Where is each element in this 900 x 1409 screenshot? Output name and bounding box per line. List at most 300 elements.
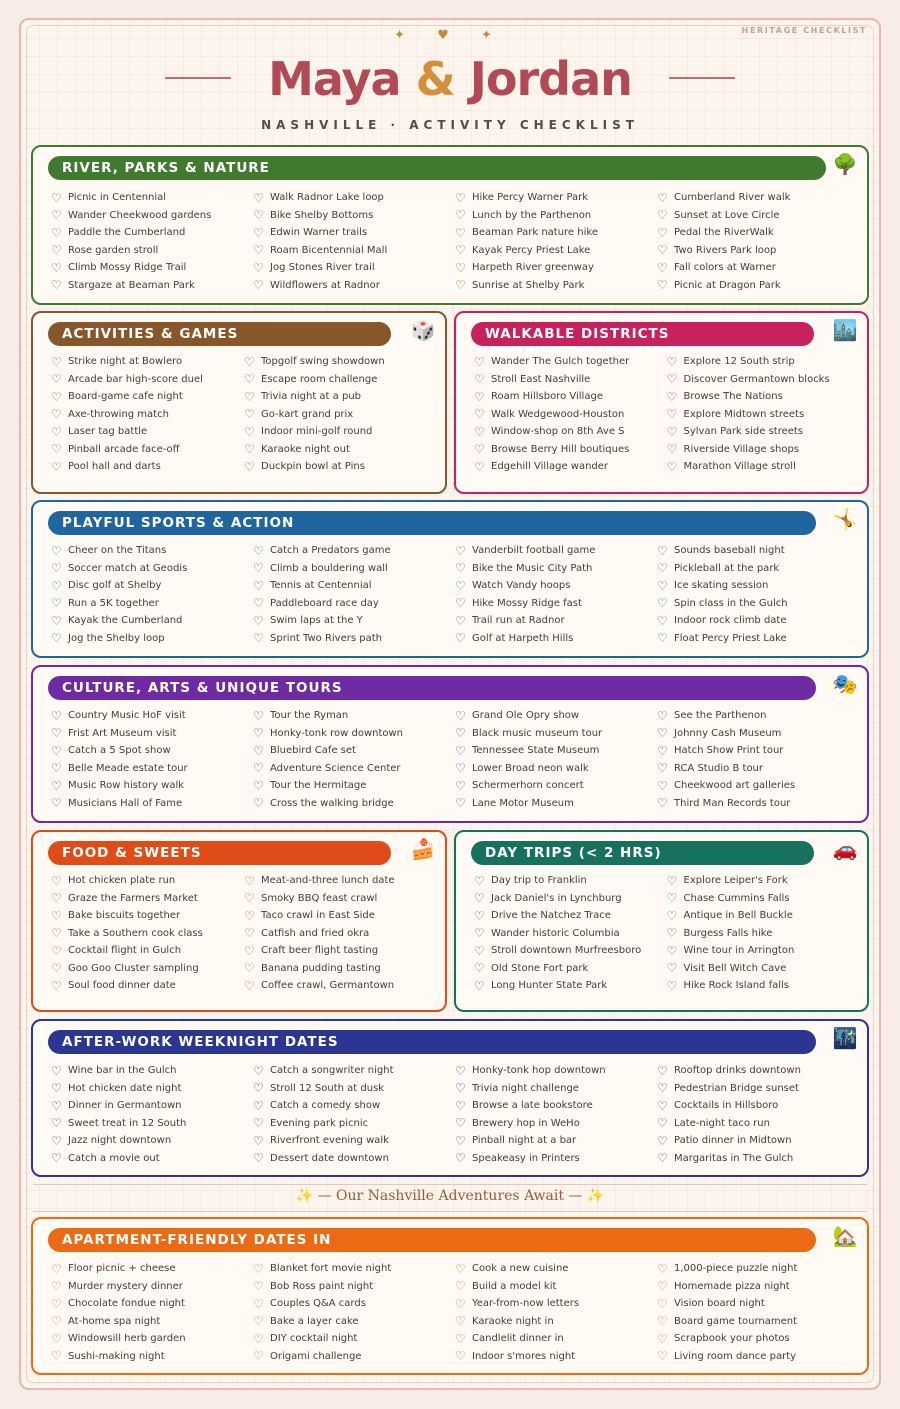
heart-checkbox-icon[interactable]: ♡ — [51, 873, 62, 888]
heart-checkbox-icon[interactable]: ♡ — [474, 961, 485, 976]
checklist-item[interactable] — [253, 1097, 455, 1115]
heart-checkbox-icon[interactable]: ♡ — [666, 961, 678, 976]
heart-checkbox-icon[interactable]: ♡ — [51, 1261, 62, 1276]
heart-checkbox-icon[interactable]: ♡ — [51, 761, 62, 776]
checklist-item[interactable] — [253, 777, 455, 795]
checklist-item[interactable] — [657, 1115, 859, 1133]
heart-checkbox-icon[interactable]: ♡ — [474, 943, 485, 958]
checklist-item[interactable] — [51, 595, 253, 613]
checklist-item[interactable] — [244, 907, 437, 925]
checklist-item[interactable] — [253, 1150, 455, 1168]
heart-checkbox-icon[interactable]: ♡ — [253, 543, 264, 558]
heart-checkbox-icon[interactable]: ♡ — [455, 190, 466, 205]
checklist-item[interactable] — [244, 388, 437, 406]
heart-checkbox-icon[interactable]: ♡ — [253, 278, 264, 293]
checklist-item[interactable] — [667, 423, 860, 441]
checklist-item[interactable] — [657, 1080, 859, 1098]
checklist-item[interactable] — [657, 742, 859, 760]
heart-checkbox-icon[interactable]: ♡ — [657, 243, 668, 258]
checklist-item[interactable] — [51, 795, 253, 813]
checklist-item[interactable] — [51, 1150, 253, 1168]
heart-checkbox-icon[interactable]: ♡ — [474, 908, 485, 923]
checklist-item[interactable] — [657, 577, 859, 595]
heart-checkbox-icon[interactable]: ♡ — [474, 407, 485, 422]
checklist-item[interactable] — [455, 1313, 657, 1331]
checklist-item[interactable] — [667, 890, 860, 908]
checklist-item[interactable] — [667, 388, 860, 406]
heart-checkbox-icon[interactable]: ♡ — [666, 372, 678, 387]
heart-checkbox-icon[interactable]: ♡ — [51, 891, 62, 906]
heart-checkbox-icon[interactable]: ♡ — [474, 873, 485, 888]
heart-checkbox-icon[interactable]: ♡ — [51, 225, 62, 240]
heart-checkbox-icon[interactable]: ♡ — [51, 578, 62, 593]
checklist-item[interactable] — [244, 441, 437, 459]
checklist-item[interactable] — [51, 960, 244, 978]
heart-checkbox-icon[interactable]: ♡ — [455, 778, 466, 793]
heart-checkbox-icon[interactable]: ♡ — [657, 1261, 668, 1276]
checklist-item[interactable] — [455, 189, 657, 207]
checklist-item[interactable] — [455, 707, 657, 725]
checklist-item[interactable] — [657, 630, 859, 648]
checklist-item[interactable] — [253, 189, 455, 207]
heart-checkbox-icon[interactable]: ♡ — [455, 1133, 466, 1148]
heart-checkbox-icon[interactable]: ♡ — [51, 596, 62, 611]
heart-checkbox-icon[interactable]: ♡ — [666, 926, 678, 941]
heart-checkbox-icon[interactable]: ♡ — [455, 596, 466, 611]
heart-checkbox-icon[interactable]: ♡ — [657, 1116, 668, 1131]
heart-checkbox-icon[interactable]: ♡ — [253, 726, 264, 741]
heart-checkbox-icon[interactable]: ♡ — [666, 873, 678, 888]
checklist-item[interactable] — [474, 907, 667, 925]
heart-checkbox-icon[interactable]: ♡ — [474, 891, 485, 906]
checklist-item[interactable] — [51, 872, 244, 890]
checklist-item[interactable] — [51, 542, 253, 560]
heart-checkbox-icon[interactable]: ♡ — [455, 1151, 466, 1166]
heart-checkbox-icon[interactable]: ♡ — [657, 1349, 668, 1364]
checklist-item[interactable] — [667, 907, 860, 925]
heart-checkbox-icon[interactable]: ♡ — [51, 1116, 62, 1131]
checklist-item[interactable] — [657, 542, 859, 560]
heart-checkbox-icon[interactable]: ♡ — [455, 1081, 466, 1096]
checklist-item[interactable] — [455, 242, 657, 260]
checklist-item[interactable] — [51, 742, 253, 760]
heart-checkbox-icon[interactable]: ♡ — [666, 354, 678, 369]
checklist-item[interactable] — [253, 224, 455, 242]
heart-checkbox-icon[interactable]: ♡ — [253, 1081, 264, 1096]
heart-checkbox-icon[interactable]: ♡ — [657, 1314, 668, 1329]
heart-checkbox-icon[interactable]: ♡ — [455, 561, 466, 576]
checklist-item[interactable] — [657, 1348, 859, 1366]
heart-checkbox-icon[interactable]: ♡ — [657, 208, 668, 223]
checklist-item[interactable] — [455, 1132, 657, 1150]
checklist-item[interactable] — [253, 1348, 455, 1366]
checklist-item[interactable] — [51, 1132, 253, 1150]
heart-checkbox-icon[interactable]: ♡ — [666, 424, 678, 439]
heart-checkbox-icon[interactable]: ♡ — [455, 578, 466, 593]
checklist-item[interactable] — [244, 942, 437, 960]
checklist-item[interactable] — [474, 388, 667, 406]
checklist-item[interactable] — [667, 441, 860, 459]
heart-checkbox-icon[interactable]: ♡ — [455, 761, 466, 776]
heart-checkbox-icon[interactable]: ♡ — [51, 442, 62, 457]
heart-checkbox-icon[interactable]: ♡ — [474, 459, 485, 474]
heart-checkbox-icon[interactable]: ♡ — [51, 631, 62, 646]
heart-checkbox-icon[interactable]: ♡ — [455, 208, 466, 223]
heart-checkbox-icon[interactable]: ♡ — [253, 778, 264, 793]
checklist-item[interactable] — [455, 777, 657, 795]
heart-checkbox-icon[interactable]: ♡ — [51, 1151, 62, 1166]
heart-checkbox-icon[interactable]: ♡ — [657, 1279, 668, 1294]
heart-checkbox-icon[interactable]: ♡ — [657, 708, 668, 723]
heart-checkbox-icon[interactable]: ♡ — [657, 225, 668, 240]
checklist-item[interactable] — [51, 242, 253, 260]
heart-checkbox-icon[interactable]: ♡ — [253, 1261, 264, 1276]
checklist-item[interactable] — [51, 1080, 253, 1098]
heart-checkbox-icon[interactable]: ♡ — [51, 978, 62, 993]
checklist-item[interactable] — [455, 207, 657, 225]
checklist-item[interactable] — [657, 707, 859, 725]
heart-checkbox-icon[interactable]: ♡ — [51, 943, 62, 958]
heart-checkbox-icon[interactable]: ♡ — [244, 926, 255, 941]
checklist-item[interactable] — [253, 1132, 455, 1150]
heart-checkbox-icon[interactable]: ♡ — [51, 961, 62, 976]
checklist-item[interactable] — [657, 242, 859, 260]
checklist-item[interactable] — [51, 1260, 253, 1278]
checklist-item[interactable] — [51, 707, 253, 725]
checklist-item[interactable] — [253, 1313, 455, 1331]
heart-checkbox-icon[interactable]: ♡ — [51, 1296, 62, 1311]
checklist-item[interactable] — [474, 942, 667, 960]
checklist-item[interactable] — [244, 960, 437, 978]
checklist-item[interactable] — [51, 353, 244, 371]
checklist-item[interactable] — [253, 207, 455, 225]
heart-checkbox-icon[interactable]: ♡ — [657, 1296, 668, 1311]
checklist-item[interactable] — [51, 1115, 253, 1133]
checklist-item[interactable] — [455, 1150, 657, 1168]
heart-checkbox-icon[interactable]: ♡ — [51, 354, 62, 369]
checklist-item[interactable] — [51, 441, 244, 459]
checklist-item[interactable] — [657, 1295, 859, 1313]
checklist-item[interactable] — [455, 742, 657, 760]
heart-checkbox-icon[interactable]: ♡ — [666, 389, 678, 404]
checklist-item[interactable] — [51, 977, 244, 995]
heart-checkbox-icon[interactable]: ♡ — [253, 1151, 264, 1166]
checklist-item[interactable] — [51, 612, 253, 630]
heart-checkbox-icon[interactable]: ♡ — [51, 613, 62, 628]
heart-checkbox-icon[interactable]: ♡ — [657, 1098, 668, 1113]
heart-checkbox-icon[interactable]: ♡ — [657, 1133, 668, 1148]
checklist-item[interactable] — [657, 259, 859, 277]
checklist-item[interactable] — [474, 977, 667, 995]
heart-checkbox-icon[interactable]: ♡ — [455, 613, 466, 628]
checklist-item[interactable] — [253, 1115, 455, 1133]
heart-checkbox-icon[interactable]: ♡ — [455, 1279, 466, 1294]
heart-checkbox-icon[interactable]: ♡ — [51, 260, 62, 275]
checklist-item[interactable] — [51, 942, 244, 960]
heart-checkbox-icon[interactable]: ♡ — [657, 561, 668, 576]
checklist-item[interactable] — [51, 458, 244, 476]
checklist-item[interactable] — [455, 1348, 657, 1366]
checklist-item[interactable] — [657, 1313, 859, 1331]
heart-checkbox-icon[interactable]: ♡ — [51, 1081, 62, 1096]
heart-checkbox-icon[interactable]: ♡ — [51, 190, 62, 205]
heart-checkbox-icon[interactable]: ♡ — [253, 613, 264, 628]
checklist-item[interactable] — [253, 795, 455, 813]
checklist-item[interactable] — [253, 742, 455, 760]
heart-checkbox-icon[interactable]: ♡ — [244, 424, 255, 439]
heart-checkbox-icon[interactable]: ♡ — [51, 561, 62, 576]
checklist-item[interactable] — [455, 725, 657, 743]
heart-checkbox-icon[interactable]: ♡ — [657, 578, 668, 593]
checklist-item[interactable] — [244, 872, 437, 890]
checklist-item[interactable] — [51, 388, 244, 406]
checklist-item[interactable] — [51, 907, 244, 925]
heart-checkbox-icon[interactable]: ♡ — [657, 1063, 668, 1078]
heart-checkbox-icon[interactable]: ♡ — [51, 1063, 62, 1078]
checklist-item[interactable] — [657, 1150, 859, 1168]
checklist-item[interactable] — [51, 1062, 253, 1080]
heart-checkbox-icon[interactable]: ♡ — [51, 389, 62, 404]
checklist-item[interactable] — [657, 725, 859, 743]
checklist-item[interactable] — [51, 371, 244, 389]
checklist-item[interactable] — [253, 630, 455, 648]
heart-checkbox-icon[interactable]: ♡ — [474, 442, 485, 457]
checklist-item[interactable] — [455, 577, 657, 595]
heart-checkbox-icon[interactable]: ♡ — [455, 543, 466, 558]
heart-checkbox-icon[interactable]: ♡ — [253, 578, 264, 593]
heart-checkbox-icon[interactable]: ♡ — [253, 561, 264, 576]
checklist-item[interactable] — [253, 725, 455, 743]
checklist-item[interactable] — [244, 353, 437, 371]
checklist-item[interactable] — [657, 777, 859, 795]
heart-checkbox-icon[interactable]: ♡ — [455, 708, 466, 723]
heart-checkbox-icon[interactable]: ♡ — [657, 260, 668, 275]
heart-checkbox-icon[interactable]: ♡ — [455, 796, 466, 811]
heart-checkbox-icon[interactable]: ♡ — [51, 1133, 62, 1148]
checklist-item[interactable] — [657, 224, 859, 242]
checklist-item[interactable] — [51, 1330, 253, 1348]
heart-checkbox-icon[interactable]: ♡ — [455, 631, 466, 646]
heart-checkbox-icon[interactable]: ♡ — [657, 543, 668, 558]
heart-checkbox-icon[interactable]: ♡ — [253, 761, 264, 776]
checklist-item[interactable] — [667, 406, 860, 424]
heart-checkbox-icon[interactable]: ♡ — [244, 873, 255, 888]
checklist-item[interactable] — [455, 1062, 657, 1080]
checklist-item[interactable] — [253, 560, 455, 578]
checklist-item[interactable] — [51, 777, 253, 795]
checklist-item[interactable] — [455, 760, 657, 778]
checklist-item[interactable] — [51, 1313, 253, 1331]
heart-checkbox-icon[interactable]: ♡ — [455, 1349, 466, 1364]
checklist-item[interactable] — [51, 577, 253, 595]
checklist-item[interactable] — [244, 371, 437, 389]
heart-checkbox-icon[interactable]: ♡ — [51, 778, 62, 793]
heart-checkbox-icon[interactable]: ♡ — [455, 1261, 466, 1276]
heart-checkbox-icon[interactable]: ♡ — [51, 243, 62, 258]
heart-checkbox-icon[interactable]: ♡ — [51, 1279, 62, 1294]
checklist-item[interactable] — [455, 795, 657, 813]
heart-checkbox-icon[interactable]: ♡ — [253, 1314, 264, 1329]
heart-checkbox-icon[interactable]: ♡ — [253, 743, 264, 758]
heart-checkbox-icon[interactable]: ♡ — [244, 891, 255, 906]
heart-checkbox-icon[interactable]: ♡ — [657, 1081, 668, 1096]
checklist-item[interactable] — [474, 458, 667, 476]
heart-checkbox-icon[interactable]: ♡ — [455, 225, 466, 240]
heart-checkbox-icon[interactable]: ♡ — [666, 978, 678, 993]
checklist-item[interactable] — [455, 595, 657, 613]
checklist-item[interactable] — [455, 1115, 657, 1133]
heart-checkbox-icon[interactable]: ♡ — [253, 631, 264, 646]
checklist-item[interactable] — [253, 1080, 455, 1098]
heart-checkbox-icon[interactable]: ♡ — [253, 1279, 264, 1294]
heart-checkbox-icon[interactable]: ♡ — [455, 1314, 466, 1329]
heart-checkbox-icon[interactable]: ♡ — [657, 613, 668, 628]
checklist-item[interactable] — [253, 577, 455, 595]
checklist-item[interactable] — [51, 630, 253, 648]
heart-checkbox-icon[interactable]: ♡ — [657, 1151, 668, 1166]
checklist-item[interactable] — [244, 423, 437, 441]
heart-checkbox-icon[interactable]: ♡ — [657, 743, 668, 758]
checklist-item[interactable] — [657, 560, 859, 578]
checklist-item[interactable] — [51, 1348, 253, 1366]
checklist-item[interactable] — [455, 630, 657, 648]
heart-checkbox-icon[interactable]: ♡ — [455, 243, 466, 258]
checklist-item[interactable] — [667, 942, 860, 960]
checklist-item[interactable] — [455, 259, 657, 277]
heart-checkbox-icon[interactable]: ♡ — [253, 208, 264, 223]
heart-checkbox-icon[interactable]: ♡ — [51, 278, 62, 293]
heart-checkbox-icon[interactable]: ♡ — [657, 726, 668, 741]
heart-checkbox-icon[interactable]: ♡ — [657, 1331, 668, 1346]
heart-checkbox-icon[interactable]: ♡ — [657, 278, 668, 293]
heart-checkbox-icon[interactable]: ♡ — [51, 908, 62, 923]
checklist-item[interactable] — [244, 890, 437, 908]
checklist-item[interactable] — [51, 725, 253, 743]
heart-checkbox-icon[interactable]: ♡ — [253, 243, 264, 258]
heart-checkbox-icon[interactable]: ♡ — [51, 1349, 62, 1364]
checklist-item[interactable] — [455, 277, 657, 295]
checklist-item[interactable] — [51, 890, 244, 908]
heart-checkbox-icon[interactable]: ♡ — [51, 796, 62, 811]
checklist-item[interactable] — [253, 1062, 455, 1080]
checklist-item[interactable] — [474, 441, 667, 459]
heart-checkbox-icon[interactable]: ♡ — [474, 354, 485, 369]
checklist-item[interactable] — [244, 925, 437, 943]
checklist-item[interactable] — [474, 371, 667, 389]
heart-checkbox-icon[interactable]: ♡ — [657, 190, 668, 205]
checklist-item[interactable] — [253, 760, 455, 778]
checklist-item[interactable] — [253, 277, 455, 295]
heart-checkbox-icon[interactable]: ♡ — [666, 943, 678, 958]
heart-checkbox-icon[interactable]: ♡ — [666, 908, 678, 923]
heart-checkbox-icon[interactable]: ♡ — [51, 708, 62, 723]
checklist-item[interactable] — [455, 560, 657, 578]
heart-checkbox-icon[interactable]: ♡ — [51, 926, 62, 941]
checklist-item[interactable] — [474, 423, 667, 441]
checklist-item[interactable] — [244, 977, 437, 995]
heart-checkbox-icon[interactable]: ♡ — [666, 459, 678, 474]
heart-checkbox-icon[interactable]: ♡ — [455, 726, 466, 741]
heart-checkbox-icon[interactable]: ♡ — [253, 260, 264, 275]
checklist-item[interactable] — [667, 977, 860, 995]
checklist-item[interactable] — [667, 960, 860, 978]
heart-checkbox-icon[interactable]: ♡ — [51, 543, 62, 558]
checklist-item[interactable] — [474, 960, 667, 978]
checklist-item[interactable] — [253, 595, 455, 613]
checklist-item[interactable] — [657, 795, 859, 813]
heart-checkbox-icon[interactable]: ♡ — [657, 761, 668, 776]
checklist-item[interactable] — [253, 707, 455, 725]
checklist-item[interactable] — [51, 259, 253, 277]
checklist-item[interactable] — [455, 224, 657, 242]
heart-checkbox-icon[interactable]: ♡ — [455, 1296, 466, 1311]
heart-checkbox-icon[interactable]: ♡ — [253, 1349, 264, 1364]
checklist-item[interactable] — [253, 1295, 455, 1313]
checklist-item[interactable] — [51, 189, 253, 207]
heart-checkbox-icon[interactable]: ♡ — [51, 726, 62, 741]
heart-checkbox-icon[interactable]: ♡ — [474, 978, 485, 993]
checklist-item[interactable] — [253, 1330, 455, 1348]
checklist-item[interactable] — [657, 1278, 859, 1296]
heart-checkbox-icon[interactable]: ♡ — [244, 978, 255, 993]
heart-checkbox-icon[interactable]: ♡ — [474, 424, 485, 439]
checklist-item[interactable] — [51, 207, 253, 225]
checklist-item[interactable] — [455, 542, 657, 560]
checklist-item[interactable] — [657, 207, 859, 225]
heart-checkbox-icon[interactable]: ♡ — [455, 1063, 466, 1078]
checklist-item[interactable] — [667, 353, 860, 371]
checklist-item[interactable] — [667, 925, 860, 943]
heart-checkbox-icon[interactable]: ♡ — [253, 796, 264, 811]
checklist-item[interactable] — [657, 1097, 859, 1115]
checklist-item[interactable] — [657, 189, 859, 207]
checklist-item[interactable] — [51, 406, 244, 424]
checklist-item[interactable] — [657, 595, 859, 613]
heart-checkbox-icon[interactable]: ♡ — [253, 708, 264, 723]
checklist-item[interactable] — [657, 760, 859, 778]
checklist-item[interactable] — [667, 458, 860, 476]
checklist-item[interactable] — [455, 1080, 657, 1098]
heart-checkbox-icon[interactable]: ♡ — [253, 1296, 264, 1311]
heart-checkbox-icon[interactable]: ♡ — [253, 190, 264, 205]
checklist-item[interactable] — [51, 1278, 253, 1296]
heart-checkbox-icon[interactable]: ♡ — [455, 1116, 466, 1131]
checklist-item[interactable] — [455, 1295, 657, 1313]
heart-checkbox-icon[interactable]: ♡ — [666, 407, 678, 422]
heart-checkbox-icon[interactable]: ♡ — [474, 389, 485, 404]
checklist-item[interactable] — [253, 1260, 455, 1278]
checklist-item[interactable] — [657, 1132, 859, 1150]
heart-checkbox-icon[interactable]: ♡ — [51, 208, 62, 223]
heart-checkbox-icon[interactable]: ♡ — [455, 278, 466, 293]
heart-checkbox-icon[interactable]: ♡ — [51, 424, 62, 439]
checklist-item[interactable] — [455, 1278, 657, 1296]
checklist-item[interactable] — [253, 1278, 455, 1296]
heart-checkbox-icon[interactable]: ♡ — [244, 459, 255, 474]
checklist-item[interactable] — [657, 1260, 859, 1278]
heart-checkbox-icon[interactable]: ♡ — [244, 372, 255, 387]
heart-checkbox-icon[interactable]: ♡ — [244, 407, 255, 422]
checklist-item[interactable] — [657, 277, 859, 295]
heart-checkbox-icon[interactable]: ♡ — [244, 354, 255, 369]
checklist-item[interactable] — [253, 242, 455, 260]
heart-checkbox-icon[interactable]: ♡ — [474, 926, 485, 941]
checklist-item[interactable] — [474, 353, 667, 371]
heart-checkbox-icon[interactable]: ♡ — [657, 796, 668, 811]
heart-checkbox-icon[interactable]: ♡ — [51, 372, 62, 387]
heart-checkbox-icon[interactable]: ♡ — [474, 372, 485, 387]
checklist-item[interactable] — [455, 1097, 657, 1115]
